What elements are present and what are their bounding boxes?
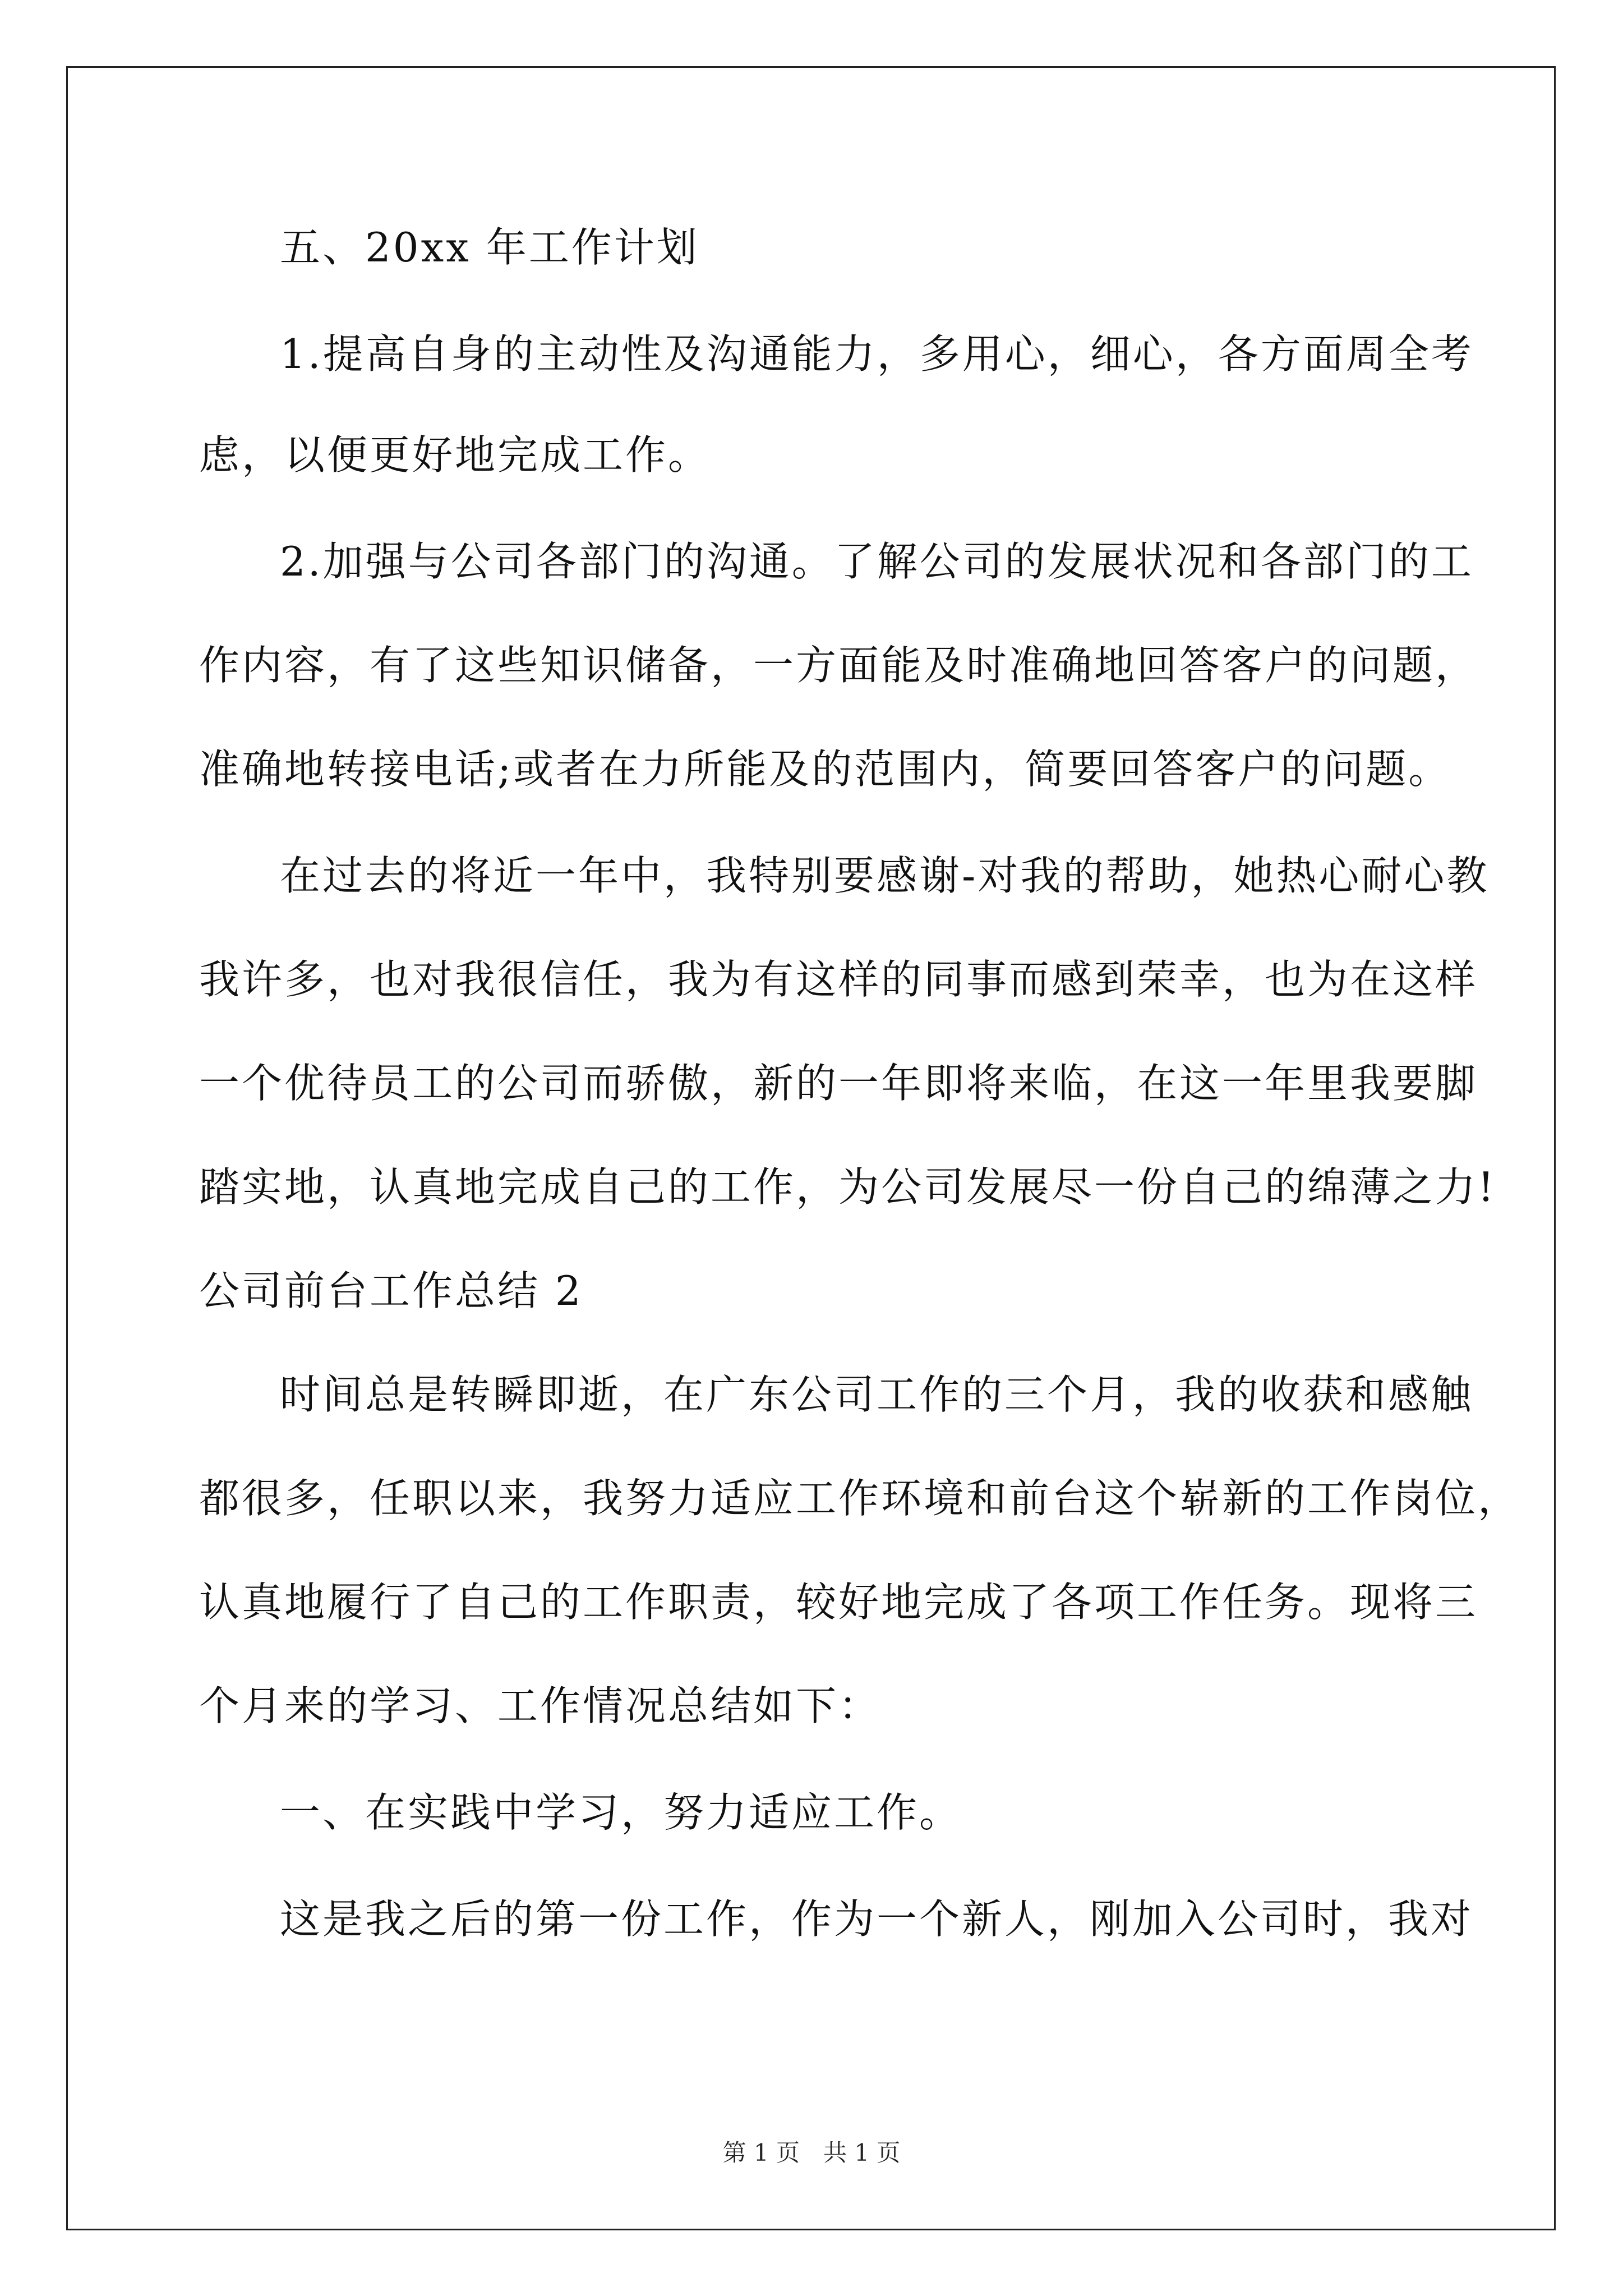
- paragraph-line: 在过去的将近一年中，我特别要感谢-对我的帮助，她热心耐心教: [280, 852, 1490, 899]
- paragraph-line: 都很多，任职以来，我努力适应工作环境和前台这个崭新的工作岗位，: [199, 1475, 1521, 1522]
- paragraph-line: 准确地转接电话;或者在力所能及的范围内，简要回答客户的问题。: [199, 746, 1451, 793]
- section-heading-plan: 五、20xx 年工作计划: [280, 224, 699, 271]
- paragraph-line: 这是我之后的第一份工作，作为一个新人，刚加入公司时，我对: [280, 1895, 1474, 1943]
- section-title-summary-2: 公司前台工作总结 2: [199, 1267, 583, 1314]
- paragraph-line: 时间总是转瞬即逝，在广东公司工作的三个月，我的收获和感触: [280, 1371, 1474, 1418]
- paragraph-line: 一个优待员工的公司而骄傲，新的一年即将来临，在这一年里我要脚: [199, 1060, 1478, 1107]
- paragraph-line: 1.提高自身的主动性及沟通能力，多用心，细心，各方面周全考: [280, 330, 1474, 378]
- paragraph-line: 个月来的学习、工作情况总结如下：: [199, 1682, 882, 1729]
- paragraph-line: 作内容，有了这些知识储备，一方面能及时准确地回答客户的问题，: [199, 642, 1478, 689]
- section-heading-practice: 一、在实践中学习，努力适应工作。: [280, 1789, 962, 1836]
- page-footer: 第 1 页 共 1 页: [722, 2139, 901, 2166]
- paragraph-line: 认真地履行了自己的工作职责，较好地完成了各项工作任务。现将三: [199, 1579, 1478, 1626]
- paragraph-line: 我许多，也对我很信任，我为有这样的同事而感到荣幸，也为在这样: [199, 956, 1478, 1003]
- paragraph-line: 2.加强与公司各部门的沟通。了解公司的发展状况和各部门的工: [280, 538, 1474, 585]
- paragraph-line: 踏实地，认真地完成自己的工作，为公司发展尽一份自己的绵薄之力!: [199, 1163, 1496, 1211]
- paragraph-line: 虑，以便更好地完成工作。: [199, 431, 711, 478]
